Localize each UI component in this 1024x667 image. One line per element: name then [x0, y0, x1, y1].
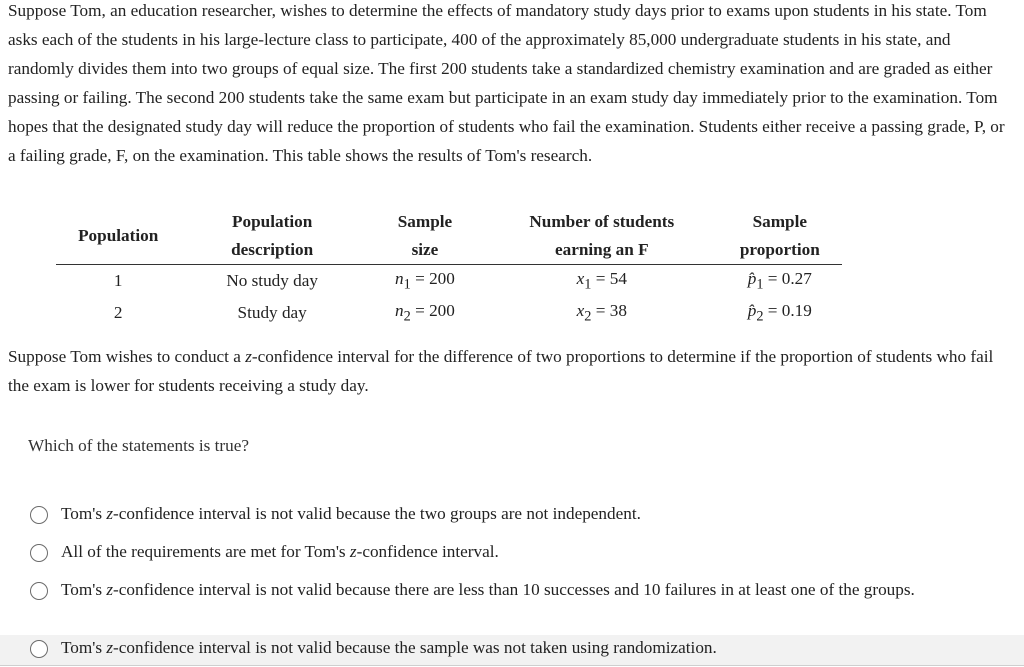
table-header-row — [56, 208, 842, 265]
answer-option[interactable] — [30, 578, 990, 604]
cell-description: Study day — [237, 303, 307, 322]
cell-sample-size: $n_1 = 200$ — [395, 268, 455, 293]
cell-sample-proportion: $p̂_2 = 0.19$ — [747, 300, 812, 325]
table-row — [56, 265, 842, 298]
radio-button[interactable] — [30, 582, 48, 600]
header-count-f: Number of students earning an F — [486, 208, 718, 265]
problem-intro: Suppose Tom, an education researcher, wishes to determine the effects of mandatory study days prior to exams upon students in his state. Tom asks each of the students in his large-lecture class to participate, 400 of the approximately 85,000 undergraduate students in his state, and randomly divides them into two groups of equal size. The first 200 students take a standardized chemistry examination and are graded as either passing or failing. The second 200 students take the same exam but participate in an exam study day immediately prior to the examination. Tom hopes that the designated study day will reduce the proportion of students who fail the examination. Students either receive a passing grade, P, or a failing grade, F, on the examination. This table shows the results of Tom's research. — [8, 1, 1005, 165]
answer-option[interactable] — [30, 502, 990, 528]
option-label[interactable]: Tom's z-confidence interval is not valid because the sample was not taken using randomization. — [61, 638, 717, 657]
answer-option[interactable] — [30, 540, 990, 566]
radio-button[interactable] — [30, 506, 48, 524]
cell-population: 2 — [113, 303, 123, 322]
question-prompt: Which of the statements is true? — [28, 436, 249, 455]
question-text: Suppose Tom wishes to conduct a z-confidence interval for the difference of two proportions to determine if the proportion of students who fail the exam is lower for students receiving a study day. — [8, 347, 994, 395]
cell-count-f: $x_1 = 54$ — [576, 268, 627, 293]
header-sample-size: Sample size — [364, 208, 486, 265]
radio-button[interactable] — [30, 544, 48, 562]
option-label[interactable]: Tom's z-confidence interval is not valid because there are less than 10 successes and 10 failures in at least one of the groups. — [61, 580, 915, 599]
header-sample-proportion: Sample proportion — [718, 208, 842, 265]
cell-sample-size: $n_2 = 200$ — [395, 300, 455, 325]
radio-button[interactable] — [30, 640, 48, 658]
results-table — [56, 208, 842, 329]
cell-population: 1 — [113, 271, 123, 290]
cell-description: No study day — [226, 271, 318, 290]
cell-sample-proportion: $p̂_1 = 0.27$ — [747, 268, 812, 293]
header-description: Population description — [180, 208, 364, 265]
cell-count-f: $x_2 = 38$ — [576, 300, 627, 325]
answer-option[interactable] — [0, 635, 1024, 666]
header-population: Population — [56, 208, 180, 265]
option-label[interactable]: All of the requirements are met for Tom's z-confidence interval. — [61, 542, 499, 561]
option-label[interactable]: Tom's z-confidence interval is not valid because the two groups are not independent. — [61, 504, 641, 523]
table-row — [56, 297, 842, 329]
